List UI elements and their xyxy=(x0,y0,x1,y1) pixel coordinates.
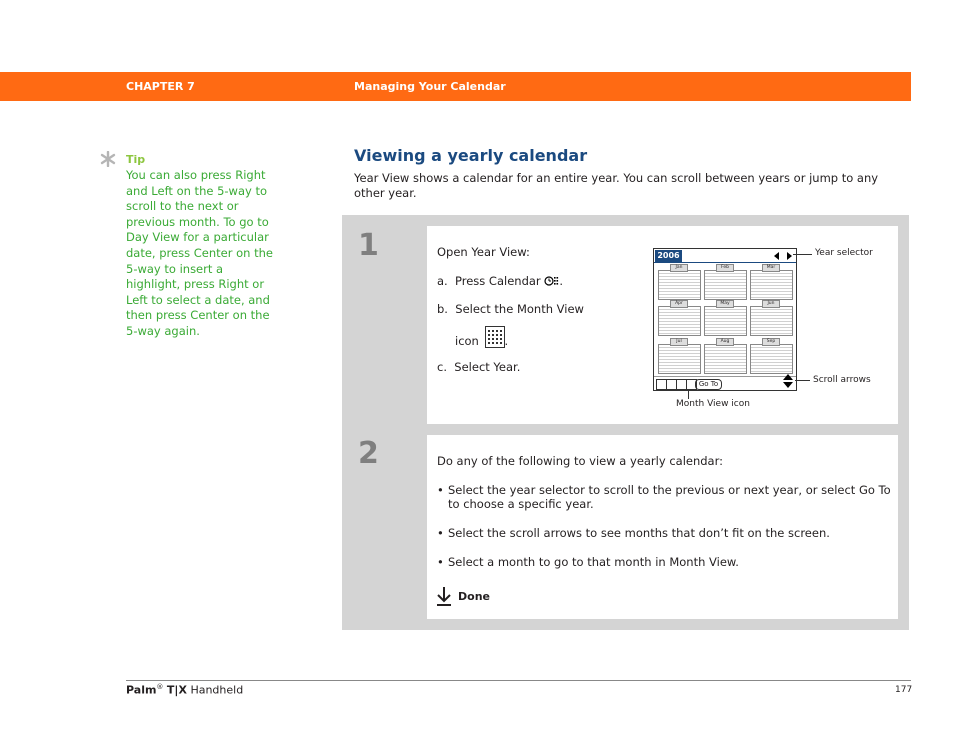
month-label-7: Jul xyxy=(670,338,688,346)
chapter-header-bar xyxy=(0,72,911,101)
callout-line-scroll xyxy=(795,380,810,381)
step-1-c xyxy=(437,360,520,374)
year-selector[interactable]: 2006 xyxy=(655,250,682,262)
scroll-arrows-icon[interactable] xyxy=(783,374,793,388)
tip-star-icon xyxy=(100,151,116,167)
calendar-button-icon xyxy=(544,275,559,287)
step-1-a-text: Press Calendar xyxy=(455,274,541,288)
title-underline xyxy=(654,262,796,263)
done-arrow-icon xyxy=(436,586,452,606)
step-1-b-text: Select the Month View xyxy=(455,302,584,316)
month-label-6: Jun xyxy=(762,300,780,308)
footer-brand: Palm xyxy=(126,683,157,697)
tip-text: You can also press Right and Left on the 5-way to scroll to the next or previous month. To go to Day View for a particular date, press Center on the 5-way to insert a highlight, press Right or Left to select a date, and then press Center on the 5-way again. xyxy=(126,168,273,338)
callout-scroll-arrows: Scroll arrows xyxy=(813,375,871,385)
bullet-1 xyxy=(437,483,893,511)
month-grid-3[interactable] xyxy=(750,270,793,300)
month-grid-8[interactable] xyxy=(704,344,747,374)
footer-product-name: Handheld xyxy=(190,683,244,697)
step-1-number: 1 xyxy=(358,228,379,263)
callout-month-view-icon: Month View icon xyxy=(676,399,750,409)
bullet-dot: • xyxy=(437,555,444,569)
bullet-2-text: Select the scroll arrows to see months that don’t fit on the screen. xyxy=(448,526,830,540)
month-label-2: Feb xyxy=(716,264,734,272)
month-grid-4[interactable] xyxy=(658,306,701,336)
goto-button[interactable]: Go To xyxy=(695,379,722,390)
done-label: Done xyxy=(458,590,490,603)
step-2-number: 2 xyxy=(358,436,379,471)
bullet-3 xyxy=(437,555,893,569)
footer-model: T|X xyxy=(166,683,187,697)
month-grid-9[interactable] xyxy=(750,344,793,374)
month-label-5: May xyxy=(716,300,734,308)
callout-line-year xyxy=(793,254,812,255)
year-arrows-icon[interactable] xyxy=(772,251,794,261)
step-1-b-line2: icon . xyxy=(455,326,508,348)
step-1-b xyxy=(437,302,584,316)
tip-label: Tip xyxy=(126,153,146,166)
bullet-3-text: Select a month to go to that month in Month View. xyxy=(448,555,739,569)
callout-year-selector: Year selector xyxy=(815,248,873,258)
section-title: Viewing a yearly calendar xyxy=(354,146,588,165)
step-1-b-icon-word: icon xyxy=(455,334,479,348)
step-1-a-prefix: a. xyxy=(437,274,448,288)
month-grid-1[interactable] xyxy=(658,270,701,300)
month-grid-6[interactable] xyxy=(750,306,793,336)
section-intro: Year View shows a calendar for an entire year. You can scroll between years or jump to any other year. xyxy=(354,171,879,200)
year-view-screen xyxy=(653,248,797,391)
chapter-title: Managing Your Calendar xyxy=(354,80,506,93)
month-grid-7[interactable] xyxy=(658,344,701,374)
month-grid-5[interactable] xyxy=(704,306,747,336)
page-number: 177 xyxy=(895,685,913,695)
screen-toolbar xyxy=(654,376,796,391)
footer-rule xyxy=(126,680,911,681)
bullet-1-text: Select the year selector to scroll to the previous or next year, or select Go To to choose a specific year. xyxy=(448,483,891,511)
callout-line-month xyxy=(688,389,689,399)
step-1-b-prefix: b. xyxy=(437,302,448,316)
month-label-3: Mar xyxy=(762,264,780,272)
step-1-c-text: Select Year. xyxy=(454,360,521,374)
month-label-1: Jan xyxy=(670,264,688,272)
footer-product xyxy=(126,683,243,697)
chapter-label: CHAPTER 7 xyxy=(126,80,195,93)
bullet-dot: • xyxy=(437,483,444,497)
month-grid-2[interactable] xyxy=(704,270,747,300)
month-label-9: Sep xyxy=(762,338,780,346)
footer-reg: ® xyxy=(156,683,164,691)
month-view-icon xyxy=(485,326,505,348)
step-1-c-prefix: c. xyxy=(437,360,447,374)
month-label-8: Aug xyxy=(716,338,734,346)
step-2-lead: Do any of the following to view a yearly calendar: xyxy=(437,454,723,468)
step-1-a: a. Press Calendar . xyxy=(437,274,563,288)
month-label-4: Apr xyxy=(670,300,688,308)
bullet-dot: • xyxy=(437,526,444,540)
bullet-2 xyxy=(437,526,893,540)
step-1-lead: Open Year View: xyxy=(437,245,530,259)
